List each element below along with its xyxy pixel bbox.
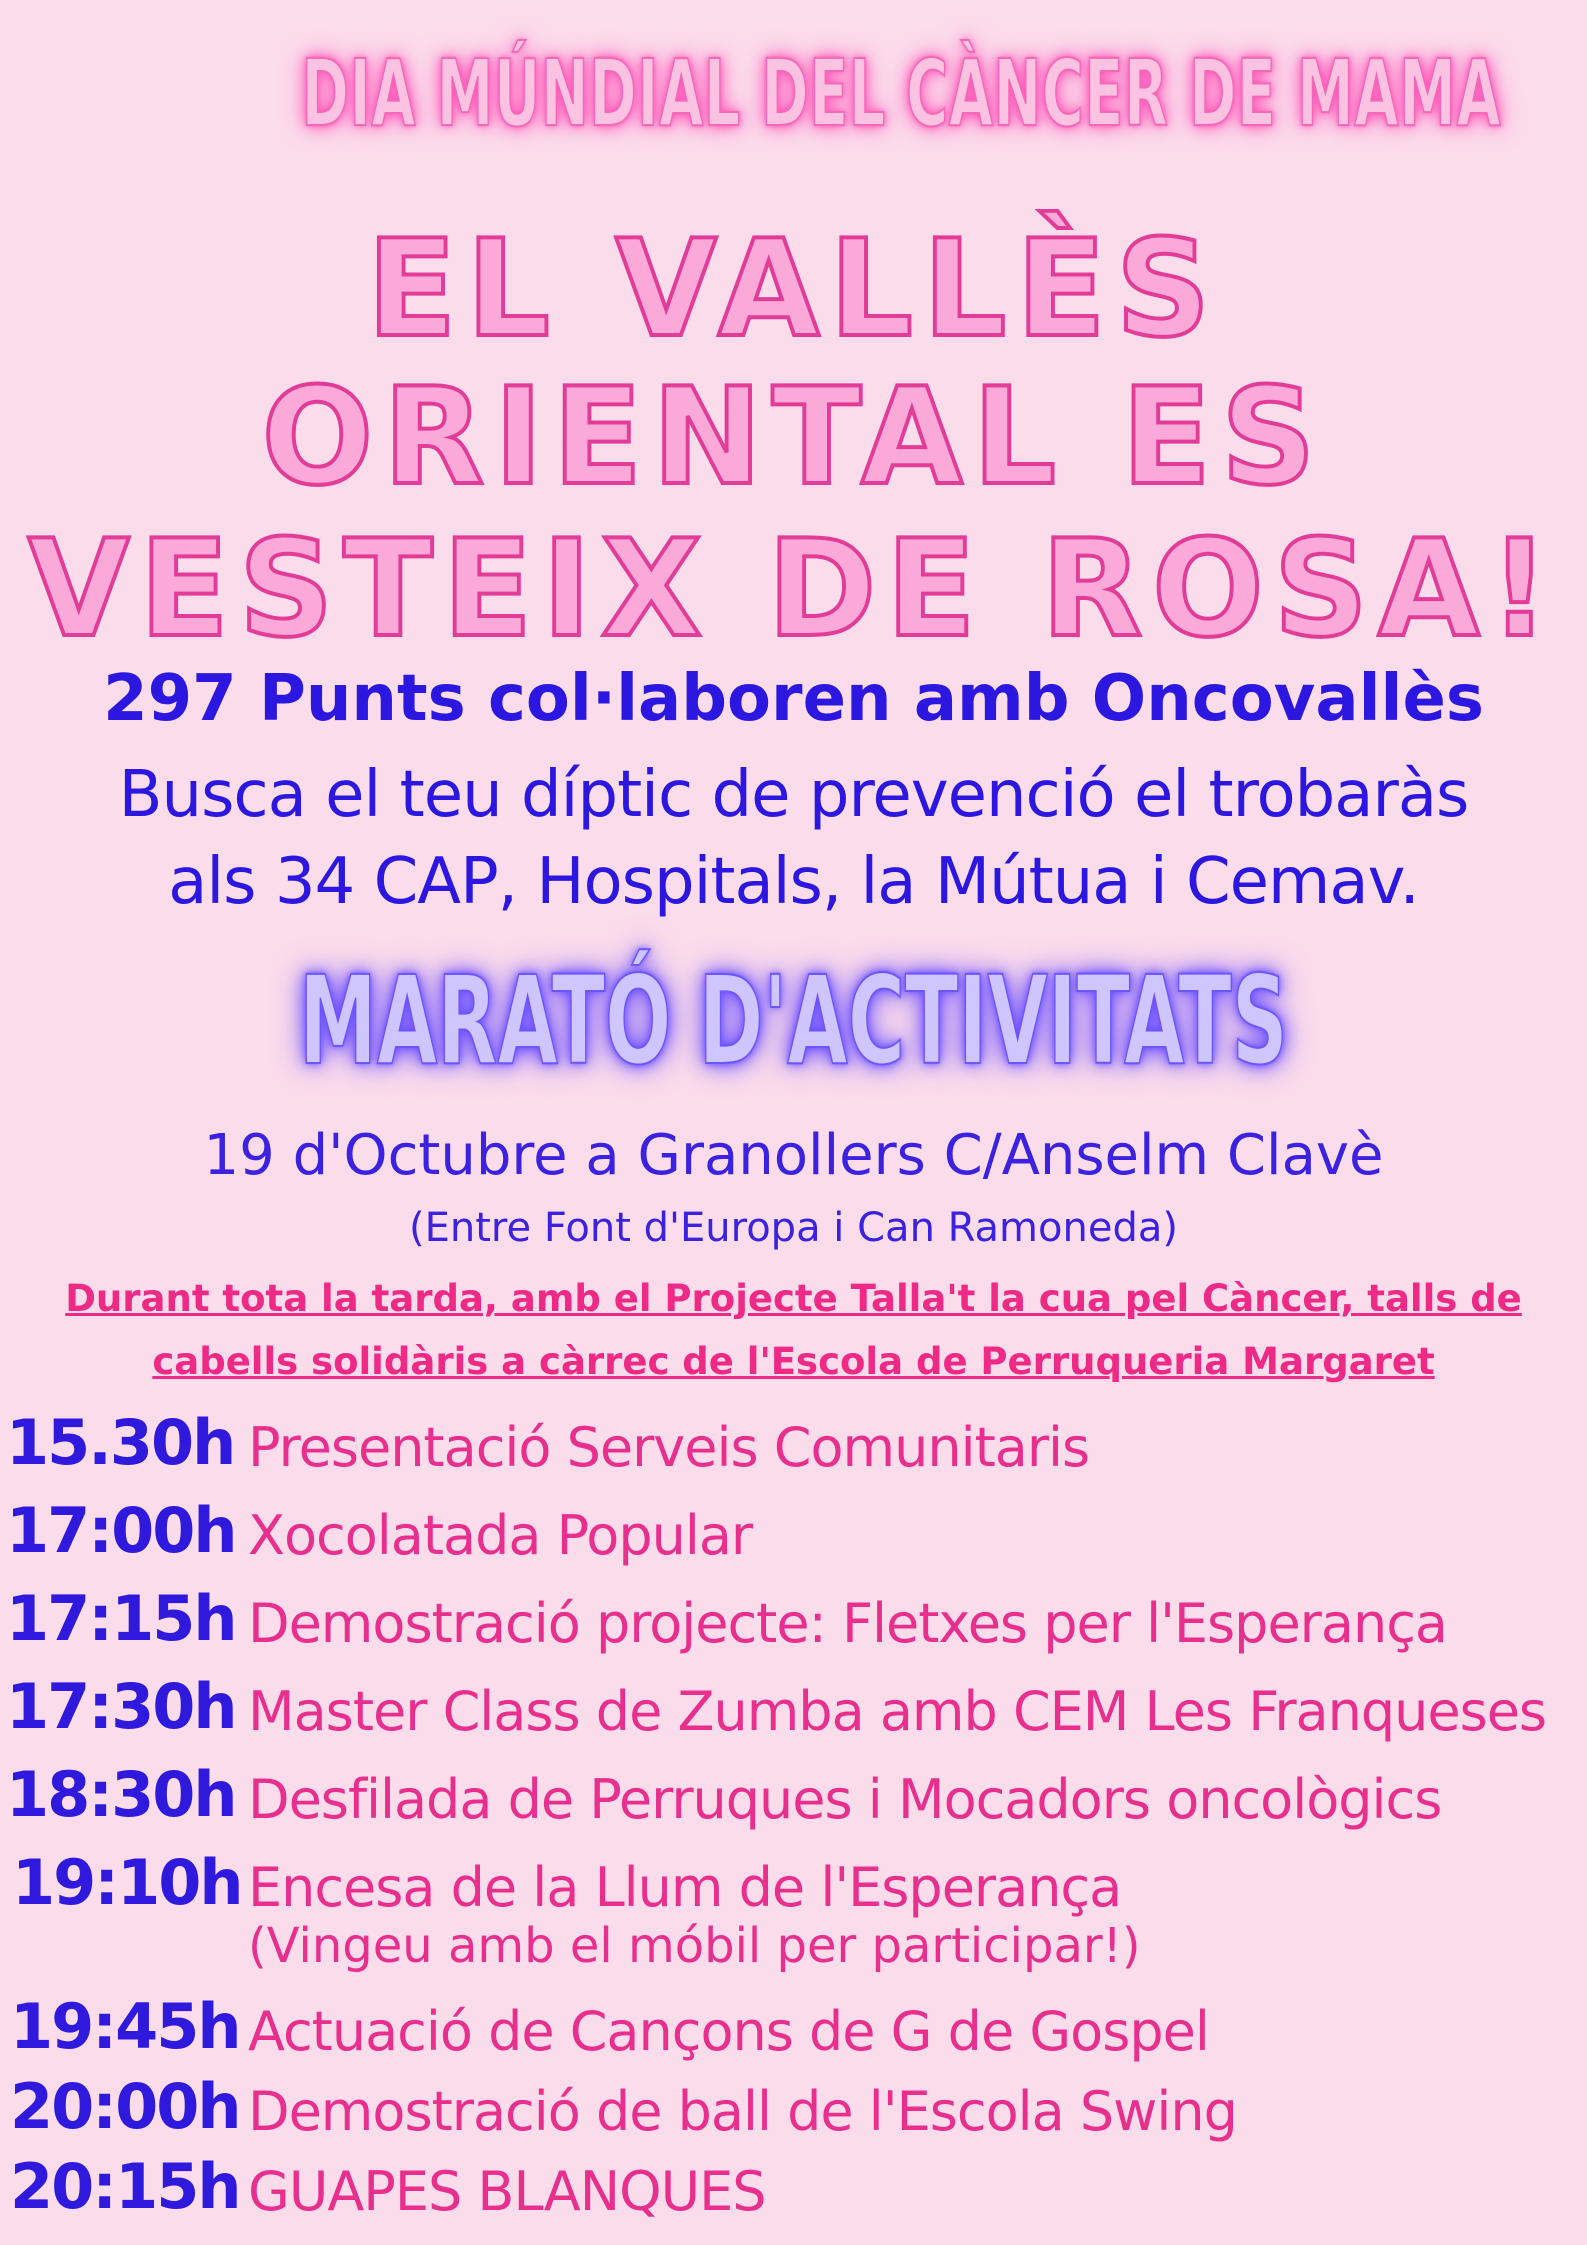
- schedule-row: [0, 1578, 1587, 1658]
- headline-line-1: EL VALLÈS: [366, 211, 1221, 367]
- schedule-activity: Presentació Serveis Comunitaris: [248, 1416, 1090, 1479]
- schedule-time: 17:30h: [6, 1670, 236, 1743]
- collaborating-points-text: 297 Punts col·laboren amb Oncovallès: [103, 662, 1484, 736]
- schedule-time: 19:45h: [10, 1990, 240, 2063]
- schedule-time: 17:15h: [6, 1582, 236, 1655]
- prevention-info-line-2: als 34 CAP, Hospitals, la Mútua i Cemav.: [168, 845, 1419, 919]
- schedule-time: 19:10h: [12, 1846, 242, 1919]
- schedule-time: 18:30h: [6, 1758, 236, 1831]
- schedule-row: [0, 1402, 1587, 1482]
- schedule-activity: Actuació de Cançons de G de Gospel: [248, 2000, 1209, 2063]
- schedule-activity: Desfilada de Perruques i Mocadors oncològics: [248, 1768, 1442, 1831]
- headline-line-3: VESTEIX DE ROSA!: [27, 511, 1560, 667]
- schedule-time: 20:00h: [10, 2070, 240, 2143]
- event-day-title: DIA MÚNDIAL DEL CÀNCER DE MAMA: [301, 40, 1502, 147]
- schedule-activity-note: (Vingeu amb el móbil per participar!): [248, 1918, 1141, 1974]
- schedule-row: [0, 2146, 1587, 2226]
- event-location-detail: (Entre Font d'Europa i Can Ramoneda): [409, 1205, 1178, 1251]
- schedule-activity: Xocolatada Popular: [248, 1504, 753, 1567]
- schedule-time: 17:00h: [6, 1494, 236, 1567]
- schedule-activity: Encesa de la Llum de l'Esperança: [248, 1856, 1122, 1919]
- schedule-row: [0, 1986, 1587, 2066]
- schedule-time: 20:15h: [10, 2150, 240, 2223]
- schedule-time: 15.30h: [6, 1406, 235, 1479]
- schedule-row: [0, 1754, 1587, 1834]
- schedule-row: [0, 2066, 1587, 2146]
- headline-line-2: ORIENTAL ES: [261, 359, 1326, 515]
- prevention-info-line-1: Busca el teu díptic de prevenció el trobaràs: [118, 758, 1469, 832]
- event-date-location: 19 d'Octubre a Granollers C/Anselm Clavè: [203, 1123, 1384, 1188]
- schedule-activity: Master Class de Zumba amb CEM Les Franqueses: [248, 1680, 1547, 1743]
- schedule-activity: Demostració de ball de l'Escola Swing: [248, 2080, 1237, 2143]
- activities-marathon-title: MARATÓ D'ACTIVITATS: [299, 950, 1288, 1092]
- schedule-row: [0, 1842, 1587, 1982]
- schedule-activity: Demostració projecte: Fletxes per l'Esperança: [248, 1592, 1447, 1655]
- schedule-activity: GUAPES BLANQUES: [248, 2160, 766, 2223]
- schedule-row: [0, 1490, 1587, 1570]
- haircut-notice-line-2: cabells solidàris a càrrec de l'Escola de Perruqueria Margaret: [152, 1340, 1435, 1383]
- haircut-notice-line-1: Durant tota la tarda, amb el Projecte Talla't la cua pel Càncer, talls de: [65, 1277, 1522, 1320]
- schedule-row: [0, 1666, 1587, 1746]
